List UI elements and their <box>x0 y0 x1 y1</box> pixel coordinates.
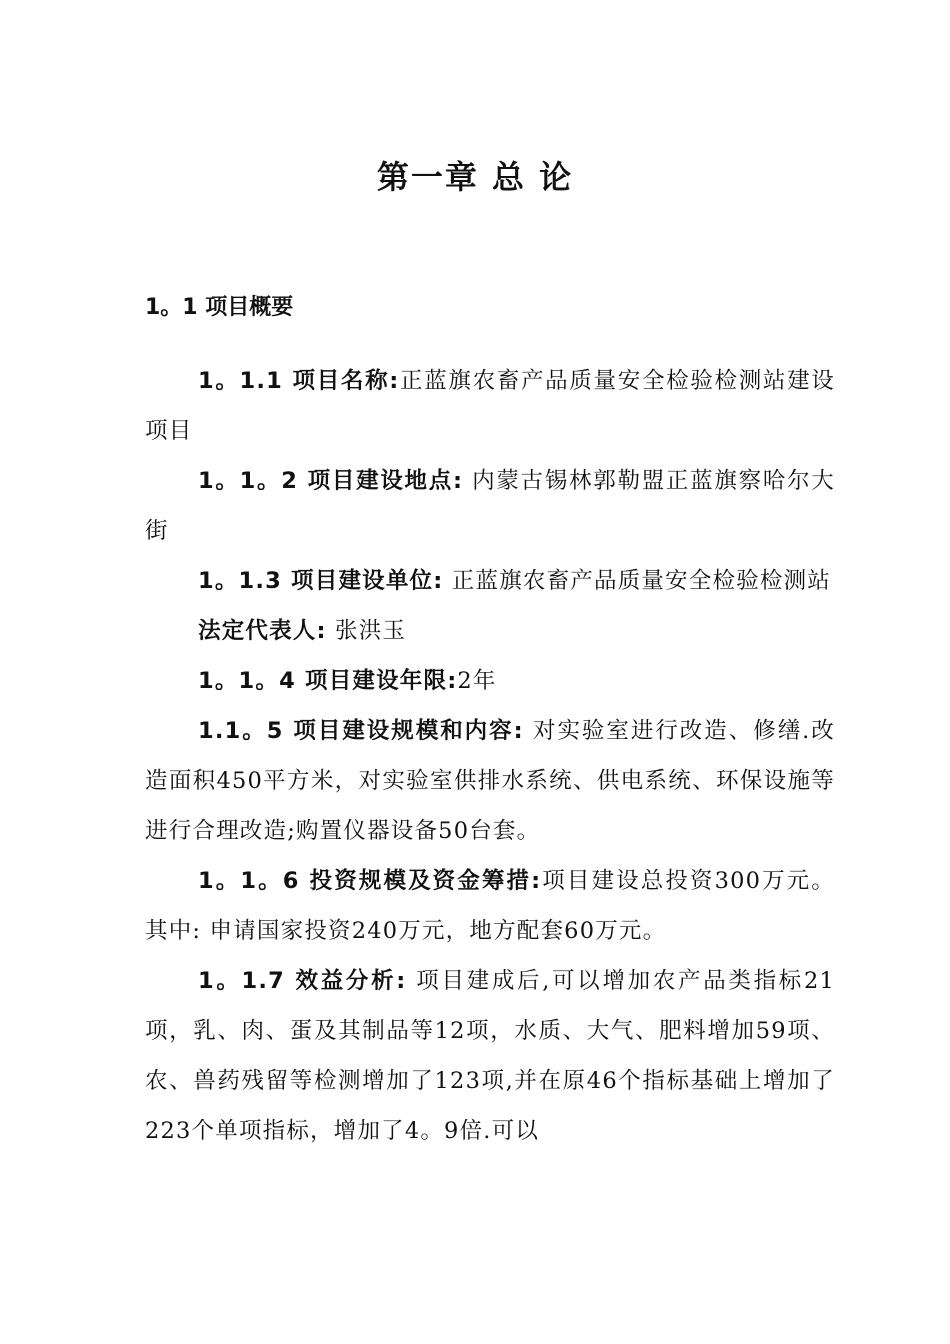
paragraph-label: 1。1.7 效益分析: <box>198 968 407 994</box>
paragraph-text: 张洪玉 <box>326 618 407 644</box>
paragraph-text: 2年 <box>457 668 497 694</box>
paragraph-label: 1.1。5 项目建设规模和内容: <box>198 718 524 744</box>
paragraph-construction-scale <box>145 706 835 856</box>
paragraph-text: 对实验室进行改造、修缮.改造面积450平方米，对实验室供排水系统、供电系统、环保设施等进行合理改造;购置仪器设备50台套。 <box>145 718 836 844</box>
section-heading: 1。1 项目概要 <box>145 295 294 320</box>
paragraph-project-location <box>145 456 835 556</box>
paragraph-text: 项目建成后,可以增加农产品类指标21项，乳、肉、蛋及其制品等12项，水质、大气、肥料增加59项、农、兽药残留等检测增加了123项,并在原46个指标基础上增加了223个单项指标，增加了4。9倍.可以 <box>145 968 835 1144</box>
paragraph-text: 项目建设总投资300万元。其中: 申请国家投资240万元，地方配套60万元。 <box>145 868 836 944</box>
paragraph-construction-period <box>145 656 835 706</box>
paragraph-label: 1。1。6 投资规模及资金筹措: <box>198 868 542 894</box>
paragraph-project-unit <box>145 556 835 606</box>
paragraph-label: 1。1.1 项目名称: <box>198 368 400 394</box>
paragraph-text: 正蓝旗农畜产品质量安全检验检测站 <box>443 568 832 594</box>
paragraph-text: 正蓝旗农畜产品质量安全检验检测站建设项目 <box>145 368 836 444</box>
paragraph-label: 1。1。4 项目建设年限: <box>198 668 458 694</box>
paragraph-project-name <box>145 356 835 456</box>
paragraph-legal-representative <box>145 606 835 656</box>
paragraph-text: 内蒙古锡林郭勒盟正蓝旗察哈尔大街 <box>145 468 835 544</box>
paragraph-benefit-analysis <box>145 956 835 1156</box>
paragraph-label: 1。1。2 项目建设地点: <box>198 468 464 494</box>
chapter-title: 第一章 总 论 <box>376 158 574 196</box>
paragraph-investment <box>145 856 835 956</box>
paragraph-label: 法定代表人: <box>198 618 327 644</box>
body-text <box>145 356 835 1156</box>
paragraph-label: 1。1.3 项目建设单位: <box>198 568 444 594</box>
